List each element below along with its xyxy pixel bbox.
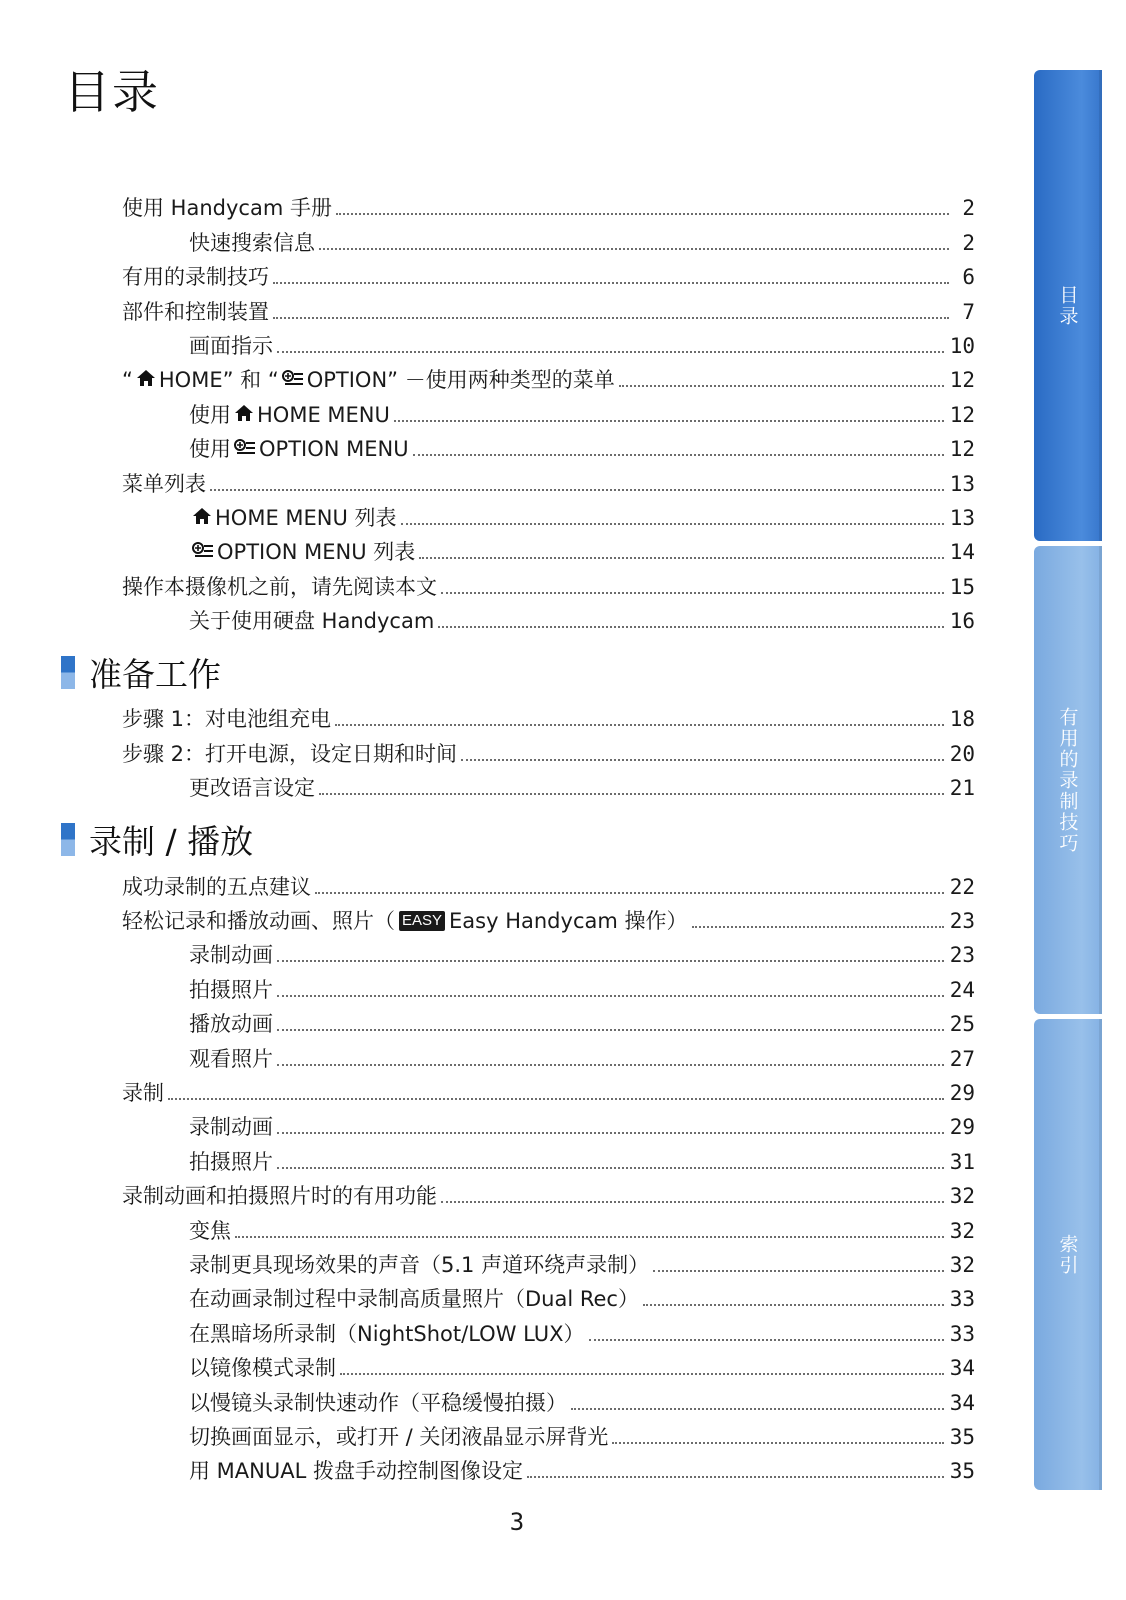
section-marker (61, 656, 75, 689)
toc-entry-page: 24 (949, 977, 975, 1002)
section-title: 准备工作 (89, 654, 221, 694)
toc-entry[interactable] (122, 432, 975, 466)
tab-recording-tips[interactable] (1034, 546, 1102, 1014)
toc-entry-text: 成功录制的五点建议 (122, 874, 311, 899)
toc-entry-text: 更改语言设定 (189, 776, 315, 801)
tab-label: 目录 (1056, 284, 1079, 327)
leader-dots (394, 419, 944, 422)
toc-entry-text: 拍摄照片 (189, 1149, 273, 1174)
toc-entry[interactable] (122, 1420, 975, 1454)
toc-entry-page: 12 (949, 437, 975, 462)
toc-entry-text: 播放动画 (189, 1012, 273, 1037)
toc-entry-text: OPTION” －使用两种类型的菜单 (306, 368, 615, 393)
toc-entry-label (122, 870, 311, 904)
leader-dots (461, 758, 944, 761)
home-icon (192, 501, 212, 535)
toc-entry-page: 15 (949, 574, 975, 599)
toc-entry-text: HOME MENU 列表 (215, 505, 397, 530)
toc-entry-page: 13 (949, 505, 975, 530)
toc-entry-text: 切换画面显示，或打开 / 关闭液晶显示屏背光 (189, 1424, 609, 1449)
toc-entry-label (122, 363, 615, 397)
toc-entry[interactable] (122, 329, 975, 363)
leader-dots (319, 247, 949, 250)
toc-entry-text: 拍摄照片 (189, 977, 273, 1002)
toc-entry[interactable] (122, 1110, 975, 1144)
leader-dots (441, 591, 944, 594)
leader-dots (168, 1097, 944, 1100)
toc-entry-text: 有用的录制技巧 (122, 265, 269, 290)
tab-label: 有用的录制技巧 (1056, 706, 1079, 854)
toc-entry-text: 操作本摄像机之前，请先阅读本文 (122, 574, 437, 599)
toc-entry-text: 步骤 1：对电池组充电 (122, 707, 332, 732)
toc-entry-page: 34 (949, 1390, 975, 1415)
toc-entry-text: 观看照片 (189, 1046, 273, 1071)
toc-entry-label (189, 1214, 231, 1248)
leader-dots (277, 959, 944, 962)
toc-entry-label (122, 295, 269, 329)
toc-entry[interactable] (122, 501, 975, 535)
leader-dots (441, 1200, 944, 1203)
toc-entry-label (189, 1007, 273, 1041)
leader-dots (401, 522, 944, 525)
toc-entry-text: 录制更具现场效果的声音（5.1 声道环绕声录制） (189, 1252, 650, 1277)
toc-entry-page: 32 (949, 1184, 975, 1209)
toc-entry[interactable] (122, 771, 975, 805)
toc-entry-label (189, 1351, 336, 1385)
toc-entry[interactable] (122, 869, 975, 903)
toc-entry-label (189, 1145, 273, 1179)
toc-entry-page: 18 (949, 707, 975, 732)
toc-entry-page: 7 (962, 299, 975, 324)
toc-entry-page: 35 (949, 1459, 975, 1484)
option-icon (282, 363, 304, 397)
easy-icon: EASY (399, 911, 445, 931)
toc-entry-label (122, 904, 688, 938)
toc-entry-text: 步骤 2：打开电源，设定日期和时间 (122, 741, 458, 766)
leader-dots (210, 488, 944, 491)
tab-index[interactable] (1034, 1019, 1102, 1490)
toc-entry-text: 用 MANUAL 拨盘手动控制图像设定 (189, 1459, 523, 1484)
toc-entry-text: 录制动画 (189, 1115, 273, 1140)
toc-entry-text: 变焦 (189, 1218, 231, 1243)
toc-entry-label (189, 1317, 585, 1351)
toc-entry-page: 2 (962, 230, 975, 255)
leader-dots (692, 925, 944, 928)
toc-entry-text: 以慢镜头录制快速动作（平稳缓慢拍摄） (189, 1390, 567, 1415)
table-of-contents (89, 191, 975, 1488)
leader-dots (336, 212, 949, 215)
toc-entry-page: 25 (949, 1012, 975, 1037)
tab-contents[interactable] (1034, 70, 1102, 541)
toc-entry-label (122, 467, 206, 501)
toc-entry[interactable] (122, 702, 975, 736)
toc-entry-label (122, 570, 437, 604)
section-heading (61, 811, 975, 867)
toc-entry[interactable] (122, 191, 975, 225)
toc-entry[interactable] (122, 1248, 975, 1282)
toc-entry-page: 22 (949, 874, 975, 899)
toc-entry-page: 2 (962, 196, 975, 221)
leader-dots (589, 1338, 944, 1341)
toc-entry-page: 23 (949, 943, 975, 968)
toc-entry-label (122, 702, 331, 736)
toc-entry[interactable] (122, 972, 975, 1006)
toc-entry[interactable] (122, 1454, 975, 1488)
toc-entry-page: 33 (949, 1321, 975, 1346)
toc-entry-label (122, 191, 332, 225)
toc-entry-page: 16 (949, 609, 975, 634)
toc-entry-label (189, 771, 315, 805)
toc-entry-label (189, 501, 397, 535)
toc-entry-label (189, 432, 409, 466)
toc-entry[interactable] (122, 1213, 975, 1247)
toc-entry[interactable] (122, 466, 975, 500)
toc-entry-text: 以镜像模式录制 (189, 1356, 336, 1381)
toc-entry[interactable] (122, 294, 975, 328)
toc-entry-label (189, 226, 315, 260)
toc-entry-text: 录制 (122, 1080, 164, 1105)
home-icon (136, 363, 156, 397)
toc-entry-text: 部件和控制装置 (122, 299, 269, 324)
leader-dots (340, 1372, 944, 1375)
leader-dots (315, 891, 944, 894)
option-icon (192, 535, 214, 569)
toc-entry-label (189, 604, 434, 638)
toc-entry-text: HOME” 和 “ (158, 368, 279, 393)
toc-entry-label (189, 535, 415, 569)
toc-entry-text: 在黑暗场所录制（NightShot/LOW LUX） (189, 1321, 585, 1346)
toc-entry-page: 32 (949, 1252, 975, 1277)
leader-dots (527, 1475, 944, 1478)
leader-dots (277, 350, 944, 353)
section-marker (61, 823, 75, 856)
leader-dots (319, 792, 944, 795)
leader-dots (413, 453, 944, 456)
toc-entry-text: 在动画录制过程中录制高质量照片（Dual Rec） (189, 1287, 639, 1312)
toc-entry-page: 27 (949, 1046, 975, 1071)
toc-entry-text: 轻松记录和播放动画、照片（ (122, 909, 395, 934)
toc-entry-label (122, 737, 457, 771)
toc-entry-page: 29 (949, 1115, 975, 1140)
toc-entry-text: 画面指示 (189, 333, 273, 358)
leader-dots (277, 994, 944, 997)
toc-entry[interactable] (122, 535, 975, 569)
toc-entry[interactable] (122, 1316, 975, 1350)
toc-entry-label (189, 1042, 273, 1076)
page-number: 3 (509, 1508, 525, 1536)
tab-label: 索引 (1056, 1233, 1079, 1276)
leader-dots (235, 1235, 944, 1238)
toc-entry-page: 12 (949, 368, 975, 393)
toc-entry-page: 12 (949, 402, 975, 427)
toc-entry-label (189, 1110, 273, 1144)
toc-entry[interactable] (122, 1041, 975, 1075)
toc-entry-text: HOME MENU (257, 402, 390, 427)
toc-entry-label (122, 1076, 164, 1110)
toc-entry-page: 10 (949, 333, 975, 358)
toc-entry[interactable] (122, 604, 975, 638)
toc-entry-page: 21 (949, 776, 975, 801)
leader-dots (277, 1166, 944, 1169)
page-title: 目录 (64, 65, 160, 119)
toc-entry-label (189, 1248, 649, 1282)
toc-entry[interactable] (122, 569, 975, 603)
toc-entry[interactable] (122, 1351, 975, 1385)
leader-dots (273, 316, 949, 319)
leader-dots (273, 281, 949, 284)
toc-entry-label (189, 938, 273, 972)
toc-entry-text: OPTION MENU 列表 (217, 540, 416, 565)
toc-entry-page: 29 (949, 1080, 975, 1105)
toc-entry-text: “ (122, 368, 133, 393)
toc-entry[interactable] (122, 225, 975, 259)
leader-dots (335, 723, 944, 726)
toc-entry-page: 23 (949, 909, 975, 934)
toc-entry-label (189, 1386, 567, 1420)
toc-entry-text: OPTION MENU (259, 437, 409, 462)
toc-entry[interactable] (122, 1007, 975, 1041)
leader-dots (619, 384, 944, 387)
toc-entry[interactable] (122, 397, 975, 431)
toc-entry-text: 使用 Handycam 手册 (122, 196, 332, 221)
toc-entry[interactable] (122, 1076, 975, 1110)
toc-entry-page: 34 (949, 1356, 975, 1381)
toc-entry-page: 14 (949, 540, 975, 565)
toc-entry-label (122, 260, 269, 294)
section-title: 录制 / 播放 (89, 821, 254, 861)
toc-entry-text: 录制动画 (189, 943, 273, 968)
leader-dots (277, 1063, 944, 1066)
toc-entry-page: 31 (949, 1149, 975, 1174)
toc-entry-page: 33 (949, 1287, 975, 1312)
toc-entry-label (189, 1420, 608, 1454)
toc-entry[interactable] (122, 1282, 975, 1316)
toc-entry[interactable] (122, 1385, 975, 1419)
toc-entry-text: 快速搜索信息 (189, 230, 315, 255)
leader-dots (277, 1028, 944, 1031)
section-heading (61, 644, 975, 700)
toc-entry[interactable] (122, 904, 975, 938)
leader-dots (612, 1441, 943, 1444)
toc-entry-text: Easy Handycam 操作） (449, 909, 688, 934)
toc-entry-label (189, 1282, 639, 1316)
toc-entry-page: 6 (962, 265, 975, 290)
toc-entry-label (189, 1454, 523, 1488)
toc-entry-text: 录制动画和拍摄照片时的有用功能 (122, 1184, 437, 1209)
toc-entry-label (189, 329, 273, 363)
toc-entry-text: 菜单列表 (122, 471, 206, 496)
toc-entry-text: 使用 (189, 437, 231, 462)
option-icon (234, 432, 256, 466)
toc-entry[interactable] (122, 1179, 975, 1213)
toc-entry[interactable] (122, 363, 975, 397)
toc-entry-page: 20 (949, 741, 975, 766)
leader-dots (277, 1131, 944, 1134)
toc-entry[interactable] (122, 1144, 975, 1178)
sidebar-tabs (1034, 70, 1102, 1490)
toc-entry-page: 32 (949, 1218, 975, 1243)
toc-entry[interactable] (122, 260, 975, 294)
toc-entry[interactable] (122, 736, 975, 770)
leader-dots (643, 1303, 944, 1306)
toc-entry-text: 关于使用硬盘 Handycam (189, 609, 435, 634)
leader-dots (653, 1269, 944, 1272)
leader-dots (438, 625, 943, 628)
toc-entry-page: 35 (949, 1424, 975, 1449)
leader-dots (419, 556, 943, 559)
toc-entry-label (189, 398, 390, 432)
leader-dots (571, 1407, 944, 1410)
home-icon (234, 398, 254, 432)
toc-entry-label (189, 973, 273, 1007)
toc-entry-label (122, 1179, 437, 1213)
toc-entry[interactable] (122, 938, 975, 972)
toc-entry-text: 使用 (189, 402, 231, 427)
toc-entry-page: 13 (949, 471, 975, 496)
